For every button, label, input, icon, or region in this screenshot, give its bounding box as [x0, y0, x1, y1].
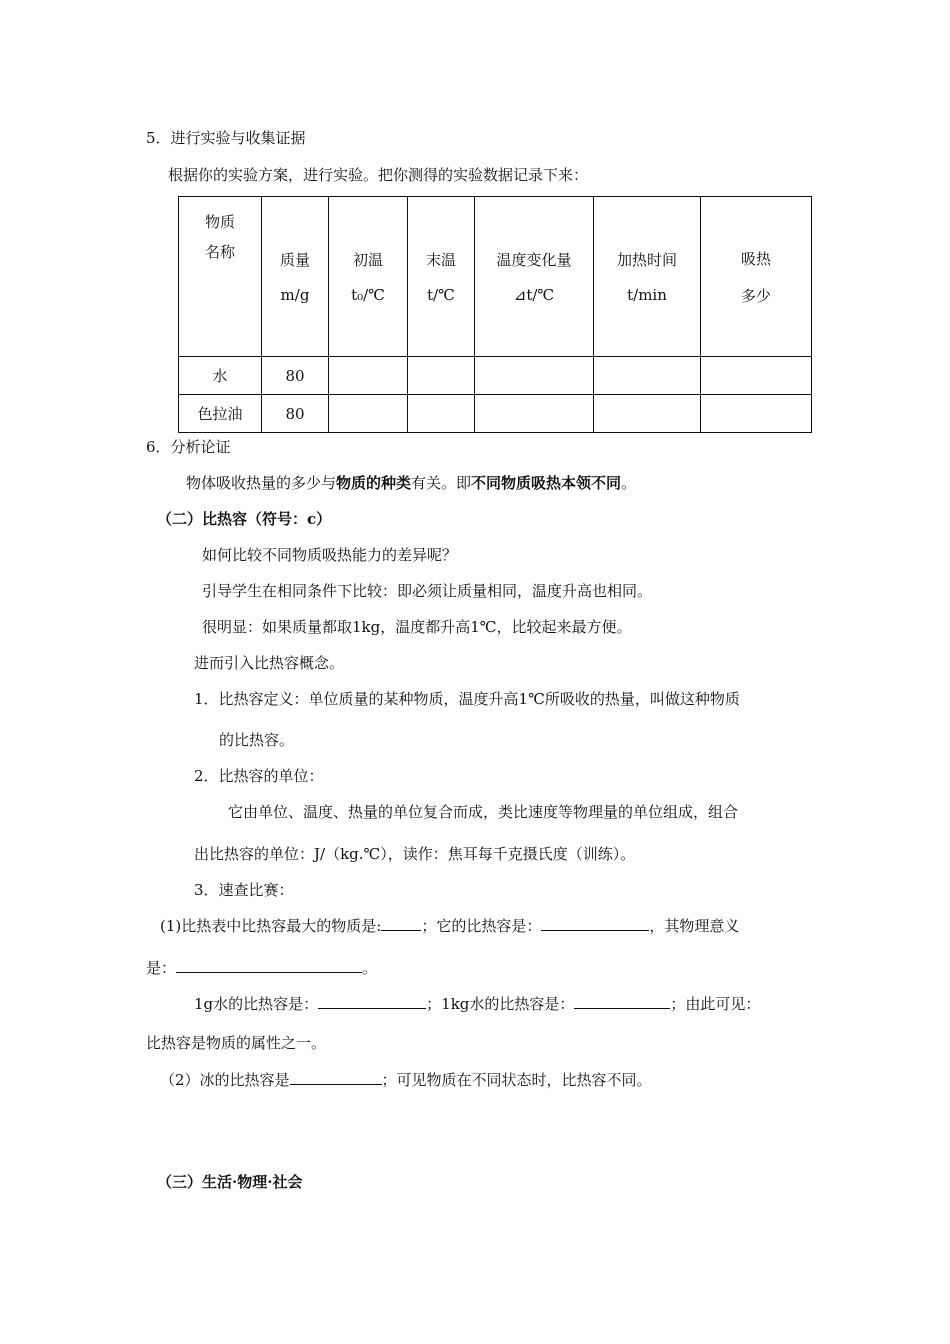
question-text: 如何比较不同物质吸热能力的差异呢？: [202, 546, 458, 564]
header-cell-heating-time: 加热时间 t/min: [594, 197, 701, 357]
blank-max-substance[interactable]: [381, 915, 421, 931]
header-cell-temp-change: 温度变化量 ⊿t/℃: [475, 197, 594, 357]
life-physics-society-heading: （三）生活·物理·社会: [157, 1173, 303, 1191]
water-specific-heat-line: 1g水的比热容是： ；1kg水的比热容是： ；由此可见：: [194, 995, 761, 1013]
blank-physical-meaning[interactable]: [176, 957, 362, 973]
unit-line-1: 它由单位、温度、热量的单位复合而成，类比速度等物理量的单位组成，组合: [228, 803, 739, 821]
definition-line-2: 的比热容。: [219, 731, 295, 749]
header-cell-name: 物质 名称: [179, 197, 262, 357]
specific-heat-heading: （二）比热容（符号：c）: [157, 510, 332, 528]
cell-empty[interactable]: [594, 395, 701, 433]
experiment-data-table: [178, 196, 812, 433]
cell-empty[interactable]: [594, 357, 701, 395]
analysis-conclusion: 物体吸收热量的多少与物质的种类有关。即不同物质吸热本领不同。: [186, 474, 637, 492]
table-header-row: [179, 197, 812, 357]
cell-mass: 80: [262, 357, 329, 395]
blank-ice-specific-heat[interactable]: [290, 1069, 382, 1085]
cell-substance: 水: [179, 357, 262, 395]
question-1-meaning: 是： 。: [146, 959, 378, 977]
blank-1g-water[interactable]: [318, 993, 426, 1009]
question-1-line: (1)比热表中比热容最大的物质是: ；它的比热容是： ，其物理意义: [160, 917, 740, 935]
concept-intro: 进而引入比热容概念。: [194, 654, 345, 672]
section-5-intro: 根据你的实验方案，进行实验。把你测得的实验数据记录下来：: [168, 166, 589, 184]
property-conclusion: 比热容是物质的属性之一。: [146, 1034, 327, 1052]
table-row: [179, 395, 812, 433]
guide-text: 引导学生在相同条件下比较：即必须让质量相同，温度升高也相同。: [202, 582, 653, 600]
section-6-heading: 6．分析论证: [146, 438, 231, 456]
blank-specific-heat[interactable]: [541, 915, 649, 931]
question-2-line: （2）冰的比热容是 ；可见物质在不同状态时，比热容不同。: [160, 1071, 652, 1089]
obvious-text: 很明显：如果质量都取1kg，温度都升高1℃，比较起来最方便。: [202, 618, 632, 636]
cell-empty[interactable]: [475, 357, 594, 395]
cell-empty[interactable]: [701, 395, 812, 433]
header-cell-heat-absorbed: 吸热 多少: [701, 197, 812, 357]
cell-empty[interactable]: [701, 357, 812, 395]
definition-line-1: 1．比热容定义：单位质量的某种物质，温度升高1℃所吸收的热量，叫做这种物质: [194, 690, 740, 708]
table-row: [179, 357, 812, 395]
cell-empty[interactable]: [408, 395, 475, 433]
section-5-heading: 5．进行实验与收集证据: [146, 129, 306, 147]
cell-substance: 色拉油: [179, 395, 262, 433]
unit-line-2: 出比热容的单位：J/（kg.℃），读作：焦耳每千克摄氏度（训练）。: [194, 845, 636, 863]
header-cell-initial-temp: 初温 t₀/℃: [329, 197, 408, 357]
unit-heading: 2．比热容的单位：: [194, 767, 324, 785]
cell-empty[interactable]: [329, 357, 408, 395]
cell-empty[interactable]: [329, 395, 408, 433]
cell-empty[interactable]: [408, 357, 475, 395]
cell-empty[interactable]: [475, 395, 594, 433]
header-cell-final-temp: 末温 t/℃: [408, 197, 475, 357]
race-heading: 3．速查比赛：: [194, 881, 294, 899]
cell-mass: 80: [262, 395, 329, 433]
header-cell-mass: 质量 m/g: [262, 197, 329, 357]
blank-1kg-water[interactable]: [574, 993, 670, 1009]
